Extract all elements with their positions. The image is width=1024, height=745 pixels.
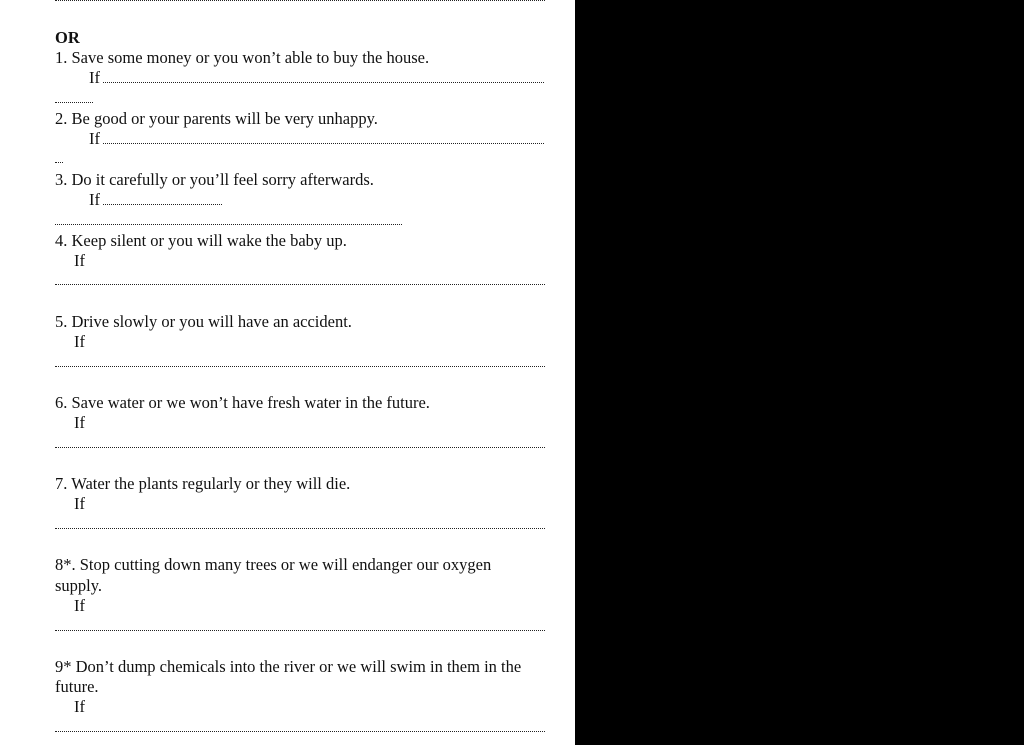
question-4 [55,231,347,251]
question-number: 4. [55,231,68,250]
question-9 [55,657,521,677]
answer-line[interactable] [55,528,545,529]
answer-line[interactable] [55,731,545,732]
answer-line-continued[interactable] [55,224,402,225]
question-7 [55,474,350,494]
question-3 [55,170,374,190]
blank-screen-area [575,0,1024,745]
question-number: 1. [55,48,68,67]
question-text: Don’t dump chemicals into the river or we will swim in them in the [75,657,522,676]
question-2 [55,109,378,129]
answer-line[interactable] [103,82,544,83]
answer-line[interactable] [55,447,545,448]
answer-prefix: If [74,494,85,513]
section-heading: OR [55,28,80,47]
answer-line-continued[interactable] [55,162,63,163]
answer-line-previous[interactable] [55,0,545,1]
answer-prefix: If [74,697,85,716]
answer-line[interactable] [55,284,545,285]
question-text: Drive slowly or you will have an accident. [71,312,352,331]
question-number: 7. [55,474,68,493]
answer-line[interactable] [55,630,545,631]
answer-prefix: If [89,190,100,209]
question-1 [55,48,429,68]
question-text: Be good or your parents will be very unhappy. [71,109,378,128]
question-number: 9* [55,657,72,676]
answer-prefix: If [74,596,85,615]
question-5 [55,312,352,332]
answer-line-continued[interactable] [55,102,93,103]
question-8 [55,555,491,575]
question-text: Water the plants regularly or they will die. [71,474,351,493]
answer-line[interactable] [103,204,222,205]
answer-line[interactable] [55,366,545,367]
question-text: Keep silent or you will wake the baby up. [71,231,347,250]
answer-prefix: If [89,129,100,148]
question-number: 8*. [55,555,76,574]
question-text: Do it carefully or you’ll feel sorry afterwards. [71,170,374,189]
question-number: 3. [55,170,68,189]
question-number: 6. [55,393,68,412]
answer-prefix: If [74,251,85,270]
question-8-continued: supply. [55,576,103,595]
question-9-continued: future. [55,677,99,696]
question-6 [55,393,430,413]
question-text: Save water or we won’t have fresh water in the future. [71,393,430,412]
answer-prefix: If [74,413,85,432]
question-text: Stop cutting down many trees or we will endanger our oxygen [79,555,492,574]
question-number: 5. [55,312,68,331]
question-number: 2. [55,109,68,128]
answer-line[interactable] [103,143,544,144]
question-text: Save some money or you won’t able to buy the house. [71,48,430,67]
answer-prefix: If [89,68,100,87]
answer-prefix: If [74,332,85,351]
